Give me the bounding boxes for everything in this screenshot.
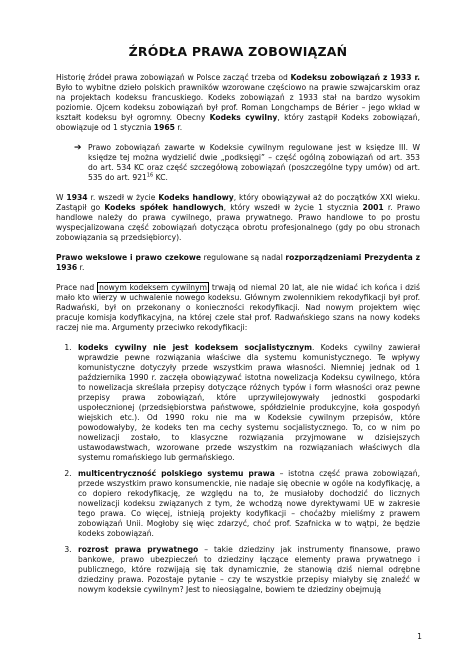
text-span: r. wszedł w życie <box>87 193 159 202</box>
page-number: 1 <box>417 632 422 641</box>
text-span: Było to wybitne dzieło polskich prawników wzorowane częściowo na prawie szwajcarskim oraz na projektach kodeksu francuskiego. Kodeks zobowiązań z 1933 stał na bardzo wysokim poziomie. Ojcem kodeksu zobowiązań był prof. Roman Longchamps de Bérier – jego wkład w kształt kodeksu był ogromny. Obecny <box>56 83 420 122</box>
bold-text: multicentryczność polskiego systemu prawa <box>78 469 275 478</box>
boxed-text: nowym kodeksem cywilnym <box>99 283 207 292</box>
list-item <box>74 545 420 595</box>
text-span: r. <box>77 263 85 272</box>
text-span: , który wszedł w życie 1 stycznia <box>223 203 363 212</box>
bold-text: Kodeks spółek handlowych <box>104 203 224 212</box>
bold-text: rozrost prawa prywatnego <box>78 545 199 554</box>
list-item <box>74 469 420 539</box>
text-span: Historię źródeł prawa zobowiązań w Polsce zacząć trzeba od <box>56 73 291 82</box>
new-code-paragraph <box>56 283 420 333</box>
text-span: – istotna część prawa zobowiązań, przede wszystkim prawo konsumenckie, nie nadaje się obecnie w ogóle na kodyfikację, a co dopiero rekodyfikację, ze względu na to, że musiałoby dochodzić do licznych nowelizacji kodeksu związanych z tym, że wchodzą nowe dyrektywami UE w zakresie tego prawa. Co więcej, istnieją projekty kodyfikacji – choćażby mieliśmy z prawem zobowiązań Unii. Mogłoby się więc zdarzyć, choć prof. Szafnicka w to wątpi, że będzie kodeks zobowiązań. <box>78 469 420 538</box>
commercial-code-paragraph <box>56 193 420 243</box>
text-span: – takie dziedziny jak instrumenty finansowe, prawo bankowe, prawo ubezpieczeń to dziedziny łączące elementy prawa prywatnego i publicznego, które rozwijają się tak dynamicznie, że stanowią dziś niemal odrębne dziedziny prawa. Pozostaje pytanie – czy te wszystkie przepisy miałyby się znaleźć w nowym kodeksie cywilnym? Jest to nieosiągalne, bowiem te dziedziny obejmują <box>78 545 420 594</box>
bold-text: Kodeks handlowy <box>158 193 234 202</box>
intro-paragraph <box>56 73 420 133</box>
text-span: r. <box>174 123 183 132</box>
arrow-list-item <box>56 143 420 183</box>
text-span: Prace nad <box>56 283 98 292</box>
bold-text: Prawo wekslowe i prawo czekowe <box>56 253 202 262</box>
document-page <box>56 44 420 601</box>
text-span: Prawo zobowiązań zawarte w Kodeksie cywilnym regulowane jest w księdze III. W księdze tej można wydzielić dwie „podksięgi” – część ogólną zobowiązań od art. 353 do art. 534 KC oraz część szczegółową zobowiązań (poszczególne typy umów) od art. 535 do art. 921 <box>88 143 420 182</box>
bold-text: Kodeks cywilny <box>209 113 278 122</box>
argument-list <box>56 343 420 595</box>
text-span: trwają od niemal 20 lat, ale nie widać ich końca i dziś mało kto wierzy w uchwalenie nowego kodeksu. Głównym zwolennikiem rekodyfikacji był prof. Radwański, był on przekonany o konieczności rekodyfikacji. Nad nowym projektem więc pracuje komisja kodyfikacyjna, na której czele stał prof. Radwańskiego szans na nowy kodeks raczej nie ma. Argumenty przeciwko rekodyfikacji: <box>56 283 420 332</box>
superscript: 16 <box>146 172 154 179</box>
text-span: KC. <box>153 173 168 182</box>
bold-text: rozporządzeniami Prezydenta z 1936 <box>56 253 420 272</box>
bold-text: kodeks cywilny nie jest kodeksem socjalistycznym <box>78 343 313 352</box>
text-span: regulowane są nadal <box>201 253 286 262</box>
text-span: . Kodeks cywilny zawierał wprawdzie pewne rozwiązania właściwe dla systemu komunistycznego. Te wpływy komunistyczne dotyczyły przede wszystkim prawa własności. Niemniej jednak od 1 października 1990 r. zaczęła obowiązywać istotna nowelizacja Kodeksu cywilnego, która to nowelizacja skreślała przepisy dotyczące różnych typów i form własności oraz pewne przepisy prawa zobowiązań, które uprzywilejowywały jednostki gospodarki uspołecznionej (przedsiębiorstwa państwowe, spółdzielnie produkcyjne, koła gospodyń wiejskich etc.). Od 1990 roku nie ma w Kodeksie cywilnym przepisów, które powodowałyby, że kodeks ten ma cechy systemu socjalistycznego. To, co w nim po nowelizacji zostało, to klasyczne rozwiązania przyjmowane w dzisiejszych ustawodawstwach, wzorowane przede wszystkim na rozwiązaniach właściwych dla systemu romańskiego lub germańskiego. <box>78 343 420 462</box>
list-item <box>74 343 420 463</box>
arrow-item-text <box>88 143 420 183</box>
bold-text: 1965 <box>153 123 175 132</box>
bold-text: 2001 <box>362 203 384 212</box>
text-span: W <box>56 193 67 202</box>
bold-text: 1934 <box>66 193 88 202</box>
arrow-right-icon: ➔ <box>74 143 82 153</box>
bill-cheque-paragraph <box>56 253 420 273</box>
text-span: , który obowiązywał aż do początków XXI wieku. Zastąpił go <box>56 193 420 212</box>
bold-text: Kodeksu zobowiązań z 1933 r. <box>290 73 420 82</box>
text-span: r. Prawo handlowe należy do prawa cywilnego, prawa prywatnego. Prawo handlowe to po prostu wyspecjalizowana część zobowiązań dotycząca obrotu profesjonalnego (gdy po obu stronach zobowiązania są przedsiębiorcy). <box>56 203 421 242</box>
page-title: ŹRÓDŁA PRAWA ZOBOWIĄZAŃ <box>128 44 348 59</box>
text-span: , który zastąpił Kodeks zobowiązań, obowiązuje od 1 stycznia <box>56 113 420 132</box>
